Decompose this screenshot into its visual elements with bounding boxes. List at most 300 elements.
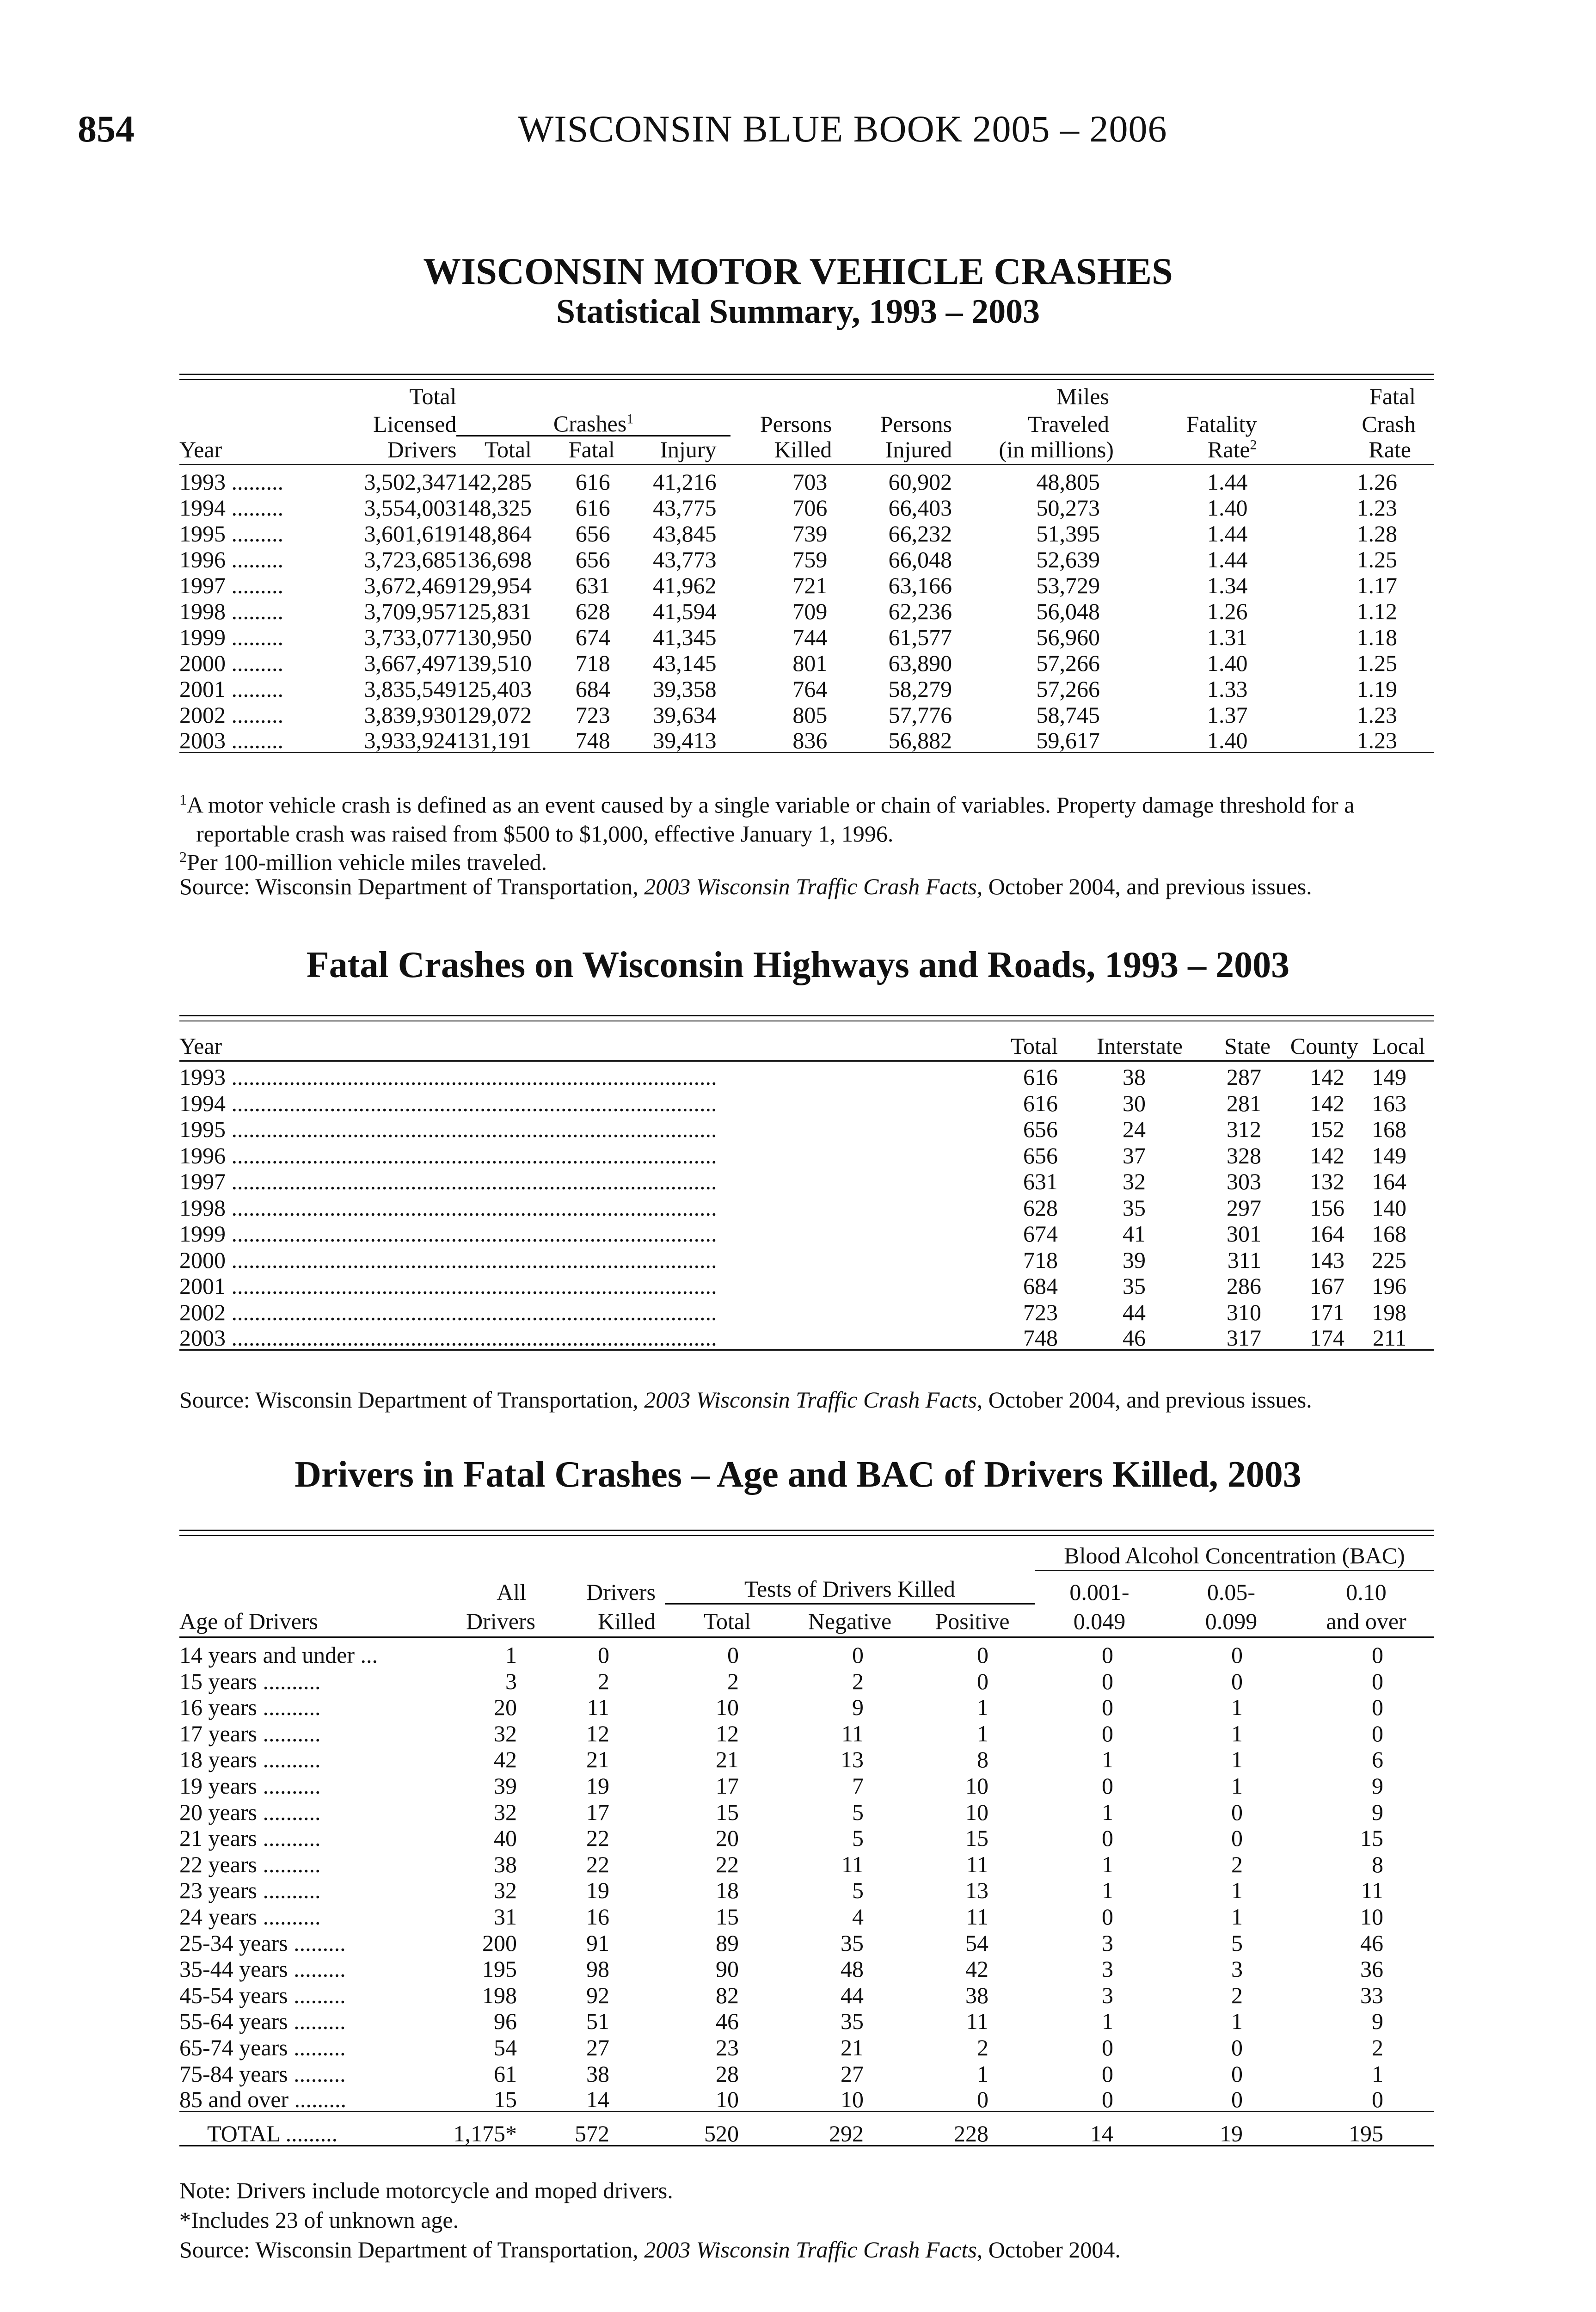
table-row <box>179 1902 1434 1928</box>
age-cell: 35-44 years <box>179 1956 288 1982</box>
tests-total-cell: 22 <box>716 1851 739 1877</box>
dot-leader: .................................................................................... <box>226 1168 717 1194</box>
bac-high-cell: 8 <box>1372 1851 1383 1877</box>
bac-high-cell: 0 <box>1372 2086 1383 2112</box>
county-cell: 152 <box>1310 1116 1344 1142</box>
age-cell: 15 years <box>179 1668 257 1694</box>
hdr-miles-1: Miles <box>1056 383 1109 409</box>
drivers-killed-cell: 51 <box>586 2008 609 2035</box>
all-drivers-cell: 32 <box>494 1877 517 1904</box>
bac-low-cell: 0 <box>1102 1694 1113 1721</box>
year-cell: 2003 <box>179 727 226 753</box>
miles-traveled-cell: 56,048 <box>1036 598 1100 624</box>
dot-leader: .................................................................................... <box>226 1273 717 1299</box>
fatality-rate-cell: 1.40 <box>1207 495 1248 521</box>
licensed-drivers-cell: 3,672,469 <box>364 572 457 598</box>
tests-total-cell: 20 <box>716 1825 739 1851</box>
table-row <box>179 1980 1434 2007</box>
page-number: 854 <box>78 108 135 150</box>
t2-hdr-state: State <box>1224 1033 1271 1059</box>
all-drivers-cell: 200 <box>482 1930 517 1956</box>
table-row <box>179 1193 1434 1219</box>
crash-fatal-cell: 748 <box>575 727 610 753</box>
age-cell: 20 years <box>179 1799 257 1825</box>
table-row <box>179 1955 1434 1981</box>
tests-positive-cell: 8 <box>977 1746 988 1773</box>
county-cell: 171 <box>1310 1299 1344 1325</box>
licensed-drivers-cell: 3,839,930 <box>364 702 457 728</box>
dot-leader: ......... <box>288 1982 346 2008</box>
dot-leader: .......... <box>257 1720 321 1746</box>
interstate-cell: 30 <box>1123 1090 1146 1116</box>
table-row <box>179 1824 1434 1850</box>
t3-hdr-negative: Negative <box>808 1608 892 1634</box>
hdr-injured-2: Injured <box>885 436 952 462</box>
dot-leader: .......... <box>257 1825 321 1851</box>
local-cell: 168 <box>1372 1221 1406 1247</box>
year-cell: 2000 <box>179 650 226 676</box>
table-row <box>179 493 1434 519</box>
total-cell: 628 <box>1023 1194 1058 1221</box>
interstate-cell: 35 <box>1123 1194 1146 1221</box>
year-cell: 1999 <box>179 624 226 650</box>
year-cell: 1994 <box>179 1090 226 1116</box>
tests-positive-cell: 2 <box>977 2034 988 2060</box>
bac-low-cell: 0 <box>1102 2086 1113 2112</box>
bac-high-cell: 0 <box>1372 1642 1383 1668</box>
tests-negative-cell: 44 <box>841 1982 864 2008</box>
total-cell: 718 <box>1023 1247 1058 1273</box>
all-drivers-cell: 42 <box>494 1746 517 1773</box>
bac-mid-cell: 3 <box>1231 1956 1243 1982</box>
bac-mid-cell: 0 <box>1231 1642 1243 1668</box>
bac-high-cell: 15 <box>1360 1825 1383 1851</box>
table-row <box>179 623 1434 649</box>
miles-traveled-cell: 56,960 <box>1036 624 1100 650</box>
crash-fatal-cell: 628 <box>575 598 610 624</box>
total-cell: 723 <box>1023 1299 1058 1325</box>
table3-source: Source: Wisconsin Department of Transportation, 2003 Wisconsin Traffic Crash Facts, October 2004. <box>179 2237 1121 2263</box>
bac-low-cell: 3 <box>1102 1982 1113 2008</box>
tests-negative-cell: 13 <box>841 1746 864 1773</box>
bac-low-cell: 14 <box>1090 2120 1113 2146</box>
bac-high-cell: 9 <box>1372 1772 1383 1799</box>
local-cell: 149 <box>1372 1064 1406 1090</box>
drivers-killed-cell: 98 <box>586 1956 609 1982</box>
tests-positive-cell: 42 <box>965 1956 988 1982</box>
bac-high-cell: 195 <box>1349 2120 1383 2146</box>
local-cell: 164 <box>1372 1168 1406 1194</box>
crash-total-cell: 131,191 <box>456 727 532 753</box>
tests-positive-cell: 0 <box>977 2086 988 2112</box>
licensed-drivers-cell: 3,835,549 <box>364 676 457 702</box>
year-cell: 1995 <box>179 1116 226 1142</box>
table-row <box>179 2033 1434 2059</box>
hdr-licensed-1: Total <box>409 383 457 409</box>
table1-top-rule-2 <box>179 379 1434 380</box>
local-cell: 225 <box>1372 1247 1406 1273</box>
dot-leader: .................................................................................... <box>226 1090 717 1116</box>
bac-low-cell: 0 <box>1102 1825 1113 1851</box>
dot-leader: ......... <box>226 547 283 572</box>
persons-injured-cell: 63,166 <box>888 572 952 598</box>
year-cell: 1997 <box>179 572 226 598</box>
licensed-drivers-cell: 3,709,957 <box>364 598 457 624</box>
year-cell: 1998 <box>179 1194 226 1221</box>
bac-mid-cell: 0 <box>1231 1799 1243 1825</box>
drivers-killed-cell: 12 <box>586 1720 609 1746</box>
local-cell: 163 <box>1372 1090 1406 1116</box>
bac-mid-cell: 1 <box>1231 2008 1243 2035</box>
hdr-licensed-3: Drivers <box>387 436 457 462</box>
table-row <box>179 597 1434 623</box>
age-cell: 25-34 years <box>179 1930 288 1956</box>
bac-high-cell: 46 <box>1360 1930 1383 1956</box>
all-drivers-cell: 39 <box>494 1772 517 1799</box>
bac-high-cell: 33 <box>1360 1982 1383 2008</box>
dot-leader: .................................................................................... <box>226 1116 717 1142</box>
persons-killed-cell: 744 <box>792 624 828 650</box>
age-cell: 75-84 years <box>179 2060 288 2087</box>
bac-mid-cell: 1 <box>1231 1694 1243 1721</box>
tests-negative-cell: 11 <box>841 1720 864 1746</box>
local-cell: 198 <box>1372 1299 1406 1325</box>
t3-hdr-bac1-1: 0.001- <box>1069 1579 1129 1605</box>
table-row <box>179 1272 1434 1298</box>
interstate-cell: 35 <box>1123 1273 1146 1299</box>
table-row <box>179 2007 1434 2033</box>
persons-killed-cell: 836 <box>792 727 828 753</box>
dot-leader: ......... <box>226 495 283 521</box>
t3-hdr-bac3-2: and over <box>1326 1608 1406 1634</box>
tests-negative-cell: 48 <box>841 1956 864 1982</box>
table-row <box>179 1771 1434 1797</box>
county-cell: 167 <box>1310 1273 1344 1299</box>
all-drivers-cell: 31 <box>494 1903 517 1930</box>
hdr-miles-3: (in millions) <box>999 436 1114 462</box>
year-cell: 1993 <box>179 469 226 495</box>
tests-total-cell: 28 <box>716 2060 739 2087</box>
total-cell: 631 <box>1023 1168 1058 1194</box>
total-row <box>179 2111 1434 2146</box>
miles-traveled-cell: 57,266 <box>1036 650 1100 676</box>
miles-traveled-cell: 53,729 <box>1036 572 1100 598</box>
drivers-killed-cell: 22 <box>586 1851 609 1877</box>
county-cell: 132 <box>1310 1168 1344 1194</box>
age-cell: 22 years <box>179 1851 257 1877</box>
table2-title: Fatal Crashes on Wisconsin Highways and Roads, 1993 – 2003 <box>306 945 1290 985</box>
fatal-crash-rate-cell: 1.23 <box>1357 727 1397 753</box>
bac-low-cell: 0 <box>1102 2034 1113 2060</box>
drivers-killed-cell: 19 <box>586 1877 609 1904</box>
persons-injured-cell: 66,403 <box>888 495 952 521</box>
bac-high-cell: 11 <box>1361 1877 1383 1904</box>
table2-top-rule <box>179 1015 1434 1016</box>
age-cell: 16 years <box>179 1694 257 1721</box>
year-cell: 2002 <box>179 1299 226 1325</box>
fatal-crash-rate-cell: 1.12 <box>1357 598 1397 624</box>
hdr-year: Year <box>179 436 222 462</box>
age-cell: 24 years <box>179 1903 257 1930</box>
t3-hdr-killed-1: Drivers <box>586 1579 656 1605</box>
licensed-drivers-cell: 3,554,003 <box>364 495 457 521</box>
table-row <box>179 726 1434 752</box>
age-cell: 18 years <box>179 1746 257 1773</box>
dot-leader: .................................................................................... <box>226 1221 717 1247</box>
t3-hdr-tests-group: Tests of Drivers Killed <box>744 1575 956 1602</box>
licensed-drivers-cell: 3,502,347 <box>364 469 457 495</box>
table-row <box>179 571 1434 597</box>
fatal-crashes-roads-table <box>179 1034 1434 1351</box>
t3-hdr-tests-total: Total <box>703 1608 751 1634</box>
bac-low-cell: 1 <box>1102 2008 1113 2035</box>
dot-leader: ......... <box>288 1930 346 1956</box>
bac-high-cell: 6 <box>1372 1746 1383 1773</box>
table-row <box>179 1666 1434 1693</box>
all-drivers-cell: 1 <box>505 1642 517 1668</box>
running-head: WISCONSIN BLUE BOOK 2005 – 2006 <box>518 108 1167 150</box>
t3-hdr-all-1: All <box>497 1579 526 1605</box>
table1-top-rule <box>179 374 1434 375</box>
bac-high-cell: 0 <box>1372 1720 1383 1746</box>
table-row <box>179 701 1434 726</box>
tests-positive-cell: 0 <box>977 1642 988 1668</box>
fatality-rate-cell: 1.34 <box>1207 572 1248 598</box>
all-drivers-cell: 198 <box>482 1982 517 2008</box>
bac-mid-cell: 0 <box>1231 1825 1243 1851</box>
bac-high-cell: 10 <box>1360 1903 1383 1930</box>
tests-total-cell: 520 <box>704 2120 739 2146</box>
t3-hdr-bac1-2: 0.049 <box>1073 1608 1126 1634</box>
year-cell: 2000 <box>179 1247 226 1273</box>
interstate-cell: 46 <box>1123 1324 1146 1351</box>
county-cell: 174 <box>1310 1324 1344 1351</box>
interstate-cell: 41 <box>1123 1221 1146 1247</box>
all-drivers-cell: 96 <box>494 2008 517 2035</box>
table3-top-rule <box>179 1530 1434 1531</box>
year-cell: 2003 <box>179 1324 226 1351</box>
persons-injured-cell: 60,902 <box>888 469 952 495</box>
drivers-killed-cell: 572 <box>575 2120 609 2146</box>
tests-negative-cell: 5 <box>852 1799 864 1825</box>
drivers-killed-cell: 19 <box>586 1772 609 1799</box>
bac-low-cell: 3 <box>1102 1956 1113 1982</box>
hdr-crash-total: Total <box>484 436 532 462</box>
crash-fatal-cell: 656 <box>575 547 610 572</box>
fatality-rate-cell: 1.44 <box>1207 521 1248 547</box>
local-cell: 149 <box>1372 1142 1406 1168</box>
fatal-crash-rate-cell: 1.23 <box>1357 495 1397 521</box>
county-cell: 142 <box>1310 1090 1344 1116</box>
fatal-crash-rate-cell: 1.18 <box>1357 624 1397 650</box>
table2-source: Source: Wisconsin Department of Transportation, 2003 Wisconsin Traffic Crash Facts, October 2004, and previous issues. <box>179 1387 1312 1413</box>
all-drivers-cell: 32 <box>494 1720 517 1746</box>
drivers-killed-cell: 2 <box>598 1668 609 1694</box>
tests-total-cell: 18 <box>716 1877 739 1904</box>
hdr-crash-fatal: Fatal <box>568 436 615 462</box>
crash-fatal-cell: 684 <box>575 676 610 702</box>
dot-leader: .......... <box>257 1668 321 1694</box>
miles-traveled-cell: 52,639 <box>1036 547 1100 572</box>
persons-killed-cell: 706 <box>792 495 828 521</box>
tests-positive-cell: 15 <box>965 1825 988 1851</box>
dot-leader: .......... <box>257 1772 321 1799</box>
tests-negative-cell: 35 <box>841 1930 864 1956</box>
interstate-cell: 38 <box>1123 1064 1146 1090</box>
all-drivers-cell: 61 <box>494 2060 517 2087</box>
fatality-rate-cell: 1.44 <box>1207 469 1248 495</box>
bac-high-cell: 1 <box>1372 2060 1383 2087</box>
total-cell: 656 <box>1023 1142 1058 1168</box>
drivers-killed-cell: 0 <box>598 1642 609 1668</box>
table-row <box>179 519 1434 545</box>
table1-footnote-2: $^2$Per 100-million vehicle miles traveled. <box>179 849 547 875</box>
table-row <box>179 1850 1434 1876</box>
age-cell: 21 years <box>179 1825 257 1851</box>
fatality-rate-cell: 1.37 <box>1207 702 1248 728</box>
state-cell: 301 <box>1227 1221 1261 1247</box>
year-cell: 1999 <box>179 1221 226 1247</box>
t2-hdr-total: Total <box>1010 1033 1058 1059</box>
persons-injured-cell: 58,279 <box>888 676 952 702</box>
tests-positive-cell: 1 <box>977 1720 988 1746</box>
all-drivers-cell: 1,175* <box>453 2120 517 2146</box>
tests-total-cell: 10 <box>716 2086 739 2112</box>
total-cell: 748 <box>1023 1324 1058 1351</box>
t3-hdr-age: Age of Drivers <box>179 1608 318 1634</box>
t3-hdr-positive: Positive <box>935 1608 1010 1634</box>
drivers-killed-cell: 14 <box>586 2086 609 2112</box>
hdr-fcr-3: Rate <box>1369 436 1411 462</box>
licensed-drivers-cell: 3,723,685 <box>364 547 457 572</box>
year-cell: 1996 <box>179 1142 226 1168</box>
tests-total-cell: 17 <box>716 1772 739 1799</box>
state-cell: 297 <box>1227 1194 1261 1221</box>
local-cell: 168 <box>1372 1116 1406 1142</box>
all-drivers-cell: 40 <box>494 1825 517 1851</box>
crash-fatal-cell: 723 <box>575 702 610 728</box>
age-cell: 65-74 years <box>179 2034 288 2060</box>
crash-total-cell: 148,864 <box>456 521 532 547</box>
drivers-killed-cell: 17 <box>586 1799 609 1825</box>
fatal-crash-rate-cell: 1.26 <box>1357 469 1397 495</box>
tests-positive-cell: 11 <box>966 2008 988 2035</box>
hdr-killed-1: Persons <box>760 411 832 437</box>
dot-leader: .......... <box>257 1877 321 1904</box>
year-cell: 1996 <box>179 547 226 572</box>
tests-negative-cell: 5 <box>852 1825 864 1851</box>
table-row <box>179 1167 1434 1193</box>
tests-negative-cell: 292 <box>829 2120 864 2146</box>
t3-hdr-bac-group: Blood Alcohol Concentration (BAC) <box>1064 1542 1405 1568</box>
county-cell: 142 <box>1310 1064 1344 1090</box>
table-row <box>179 1719 1434 1745</box>
table-row <box>179 649 1434 675</box>
crash-total-cell: 142,285 <box>456 469 532 495</box>
bac-low-cell: 0 <box>1102 1668 1113 1694</box>
licensed-drivers-cell: 3,667,497 <box>364 650 457 676</box>
table1-subtitle: Statistical Summary, 1993 – 2003 <box>556 293 1040 331</box>
age-cell: 45-54 years <box>179 1982 288 2008</box>
tests-negative-cell: 21 <box>841 2034 864 2060</box>
t2-hdr-interstate: Interstate <box>1096 1033 1183 1059</box>
table-row <box>179 1115 1434 1141</box>
tests-total-cell: 90 <box>716 1956 739 1982</box>
tests-positive-cell: 38 <box>965 1982 988 2008</box>
tests-positive-cell: 0 <box>977 1668 988 1694</box>
crash-injury-cell: 43,775 <box>653 495 717 521</box>
table-row <box>179 464 1434 493</box>
dot-leader: ......... <box>288 2034 346 2060</box>
all-drivers-cell: 20 <box>494 1694 517 1721</box>
fatality-rate-cell: 1.33 <box>1207 676 1248 702</box>
dot-leader: ......... <box>226 727 283 753</box>
table-row <box>179 675 1434 701</box>
crash-total-cell: 129,072 <box>456 702 532 728</box>
dot-leader: .................................................................................... <box>226 1299 717 1325</box>
crash-fatal-cell: 616 <box>575 495 610 521</box>
crash-injury-cell: 43,145 <box>653 650 717 676</box>
fatality-rate-cell: 1.31 <box>1207 624 1248 650</box>
bac-mid-cell: 0 <box>1231 2060 1243 2087</box>
licensed-drivers-cell: 3,601,619 <box>364 521 457 547</box>
crash-injury-cell: 43,773 <box>653 547 717 572</box>
tests-positive-cell: 10 <box>965 1799 988 1825</box>
dot-leader: ......... <box>288 2060 346 2087</box>
dot-leader: ......... <box>226 521 283 547</box>
crash-injury-cell: 41,345 <box>653 624 717 650</box>
bac-low-cell: 0 <box>1102 2060 1113 2087</box>
dot-leader: ......... <box>226 598 283 624</box>
t2-hdr-year: Year <box>179 1033 222 1059</box>
tests-negative-cell: 5 <box>852 1877 864 1904</box>
table3-top-rule-2 <box>179 1535 1434 1536</box>
persons-killed-cell: 709 <box>792 598 828 624</box>
crash-injury-cell: 39,634 <box>653 702 717 728</box>
tests-positive-cell: 228 <box>954 2120 988 2146</box>
table-row <box>179 1141 1434 1167</box>
county-cell: 142 <box>1310 1142 1344 1168</box>
bac-low-cell: 1 <box>1102 1877 1113 1904</box>
table3-title: Drivers in Fatal Crashes – Age and BAC of Drivers Killed, 2003 <box>295 1454 1301 1495</box>
persons-injured-cell: 66,232 <box>888 521 952 547</box>
dot-leader: ......... <box>289 2086 347 2112</box>
table-row <box>179 1245 1434 1272</box>
fatality-rate-cell: 1.40 <box>1207 650 1248 676</box>
t3-hdr-bac2-1: 0.05- <box>1207 1579 1256 1605</box>
bac-low-cell: 1 <box>1102 1746 1113 1773</box>
year-cell: 2001 <box>179 1273 226 1299</box>
local-cell: 196 <box>1372 1273 1406 1299</box>
dot-leader: .................................................................................... <box>226 1064 717 1090</box>
persons-injured-cell: 57,776 <box>888 702 952 728</box>
miles-traveled-cell: 50,273 <box>1036 495 1100 521</box>
tests-total-cell: 12 <box>716 1720 739 1746</box>
crash-summary-table <box>179 382 1434 753</box>
all-drivers-cell: 195 <box>482 1956 517 1982</box>
state-cell: 317 <box>1227 1324 1261 1351</box>
hdr-licensed-2: Licensed <box>373 411 457 437</box>
age-cell: 23 years <box>179 1877 257 1904</box>
t2-hdr-county: County <box>1290 1033 1358 1059</box>
dot-leader: .................................................................................... <box>226 1194 717 1221</box>
bac-mid-cell: 0 <box>1231 2034 1243 2060</box>
miles-traveled-cell: 51,395 <box>1036 521 1100 547</box>
miles-traveled-cell: 58,745 <box>1036 702 1100 728</box>
hdr-miles-2: Traveled <box>1028 411 1109 437</box>
tests-negative-cell: 10 <box>841 2086 864 2112</box>
total-cell: 684 <box>1023 1273 1058 1299</box>
